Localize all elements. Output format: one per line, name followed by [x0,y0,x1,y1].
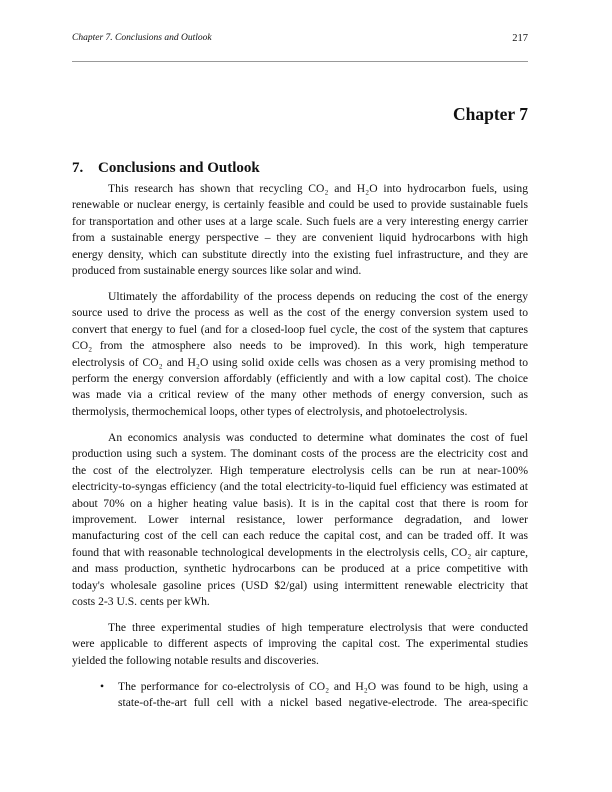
text-line: The three experimental studies of high temperature electrolysis that were conducted [108,620,528,634]
bullet-item [72,679,528,712]
text-line: The performance for co-electrolysis of CO₂ and H₂O was found to be high, using a [118,679,528,693]
text-line: today's wholesale gasoline prices (USD $2/gal) using intermittent renewable electricity that [72,578,528,592]
body-text [72,181,528,721]
text-line: for transportation and other uses at a large scale. Such fuels are a very interesting energy carrier [72,214,528,228]
text-line: improvement. Lower internal resistance, lower performance degradation, and lower [72,512,528,526]
text-line: thermolysis, thermochemical loops, other types of electrolysis, and photoelectrolysis. [72,404,468,418]
text-line: electricity-to-syngas efficiency (and the total electricity-to-liquid fuel efficiency was estimated at [72,480,528,494]
text-line: produced from sustainable energy sources like solar and wind. [72,264,362,278]
paragraph [72,289,528,420]
header-rule [72,61,528,62]
text-line: perform the energy conversion affordably (efficiently and with a low capital cost). The choice [72,372,528,386]
text-line: convert that energy to fuel (and for a closed-loop fuel cycle, the cost of the system that captures [72,322,528,336]
text-line: This research has shown that recycling CO₂ and H₂O into hydrocarbon fuels, using [108,182,528,195]
text-line: manufacturing cost of the cell can each reduce the capital cost, and can be traded off. It was [72,529,528,543]
text-line: An economics analysis was conducted to determine what dominates the cost of fuel [108,430,528,444]
text-line: energy density, which can substitute directly into the existing fuel infrastructure, and they are [72,247,528,261]
text-line: state-of-the-art full cell with a nickel based negative-electrode. The area-specific [118,696,528,710]
text-line: yielded the following notable results and discoveries. [72,653,319,667]
running-title: Chapter 7. Conclusions and Outlook [72,33,212,43]
bullet-icon: • [100,679,105,693]
text-line: electrolysis of CO₂ and H₂O using solid oxide cells was chosen as a very promising method to [72,355,528,369]
paragraph [72,181,528,279]
page-number: 217 [512,33,528,44]
text-line: found that with reasonable technological developments in the electrolysis cells, CO₂ air capture, [72,545,528,559]
text-line: and mass production, synthetic hydrocarbons can be produced at a price competitive with [72,562,528,576]
text-line: renewable or nuclear energy, is certainly feasible and could be used to provide sustainable fuels [72,198,528,212]
text-line: the cost of the electrolyzer. High temperature electrolysis cells can be run at near-100% [72,463,528,477]
paragraph [72,430,528,610]
text-line: production using such a system. The dominant costs of the process are the electricity cost and [72,447,528,461]
running-header [72,33,528,43]
text-line: were applicable to different aspects of improving the capital cost. The experimental studies [72,637,528,651]
text-line: from a sustainable energy perspective – they are convenient liquid hydrocarbons with high [72,231,528,245]
text-line: Ultimately the affordability of the process depends on reducing the cost of the energy [108,290,528,304]
section-title: Conclusions and Outlook [98,160,260,176]
paragraph [72,620,528,669]
section-number: 7. [72,160,84,176]
text-line: costs 2-3 U.S. cents per kWh. [72,594,210,608]
chapter-label: Chapter 7 [452,104,528,124]
text-line: source used to drive the process as well as the cost of the energy conversion system used to [72,306,528,320]
text-line: about 70% on a higher heating value basis). It is in the capital cost that there is room for [72,496,528,510]
section-heading [72,160,260,177]
text-line: was made via a critical review of the many other methods of energy conversion, such as [72,388,528,402]
text-line: CO₂ from the atmosphere also needs to be improved). In this work, high temperature [72,339,528,353]
